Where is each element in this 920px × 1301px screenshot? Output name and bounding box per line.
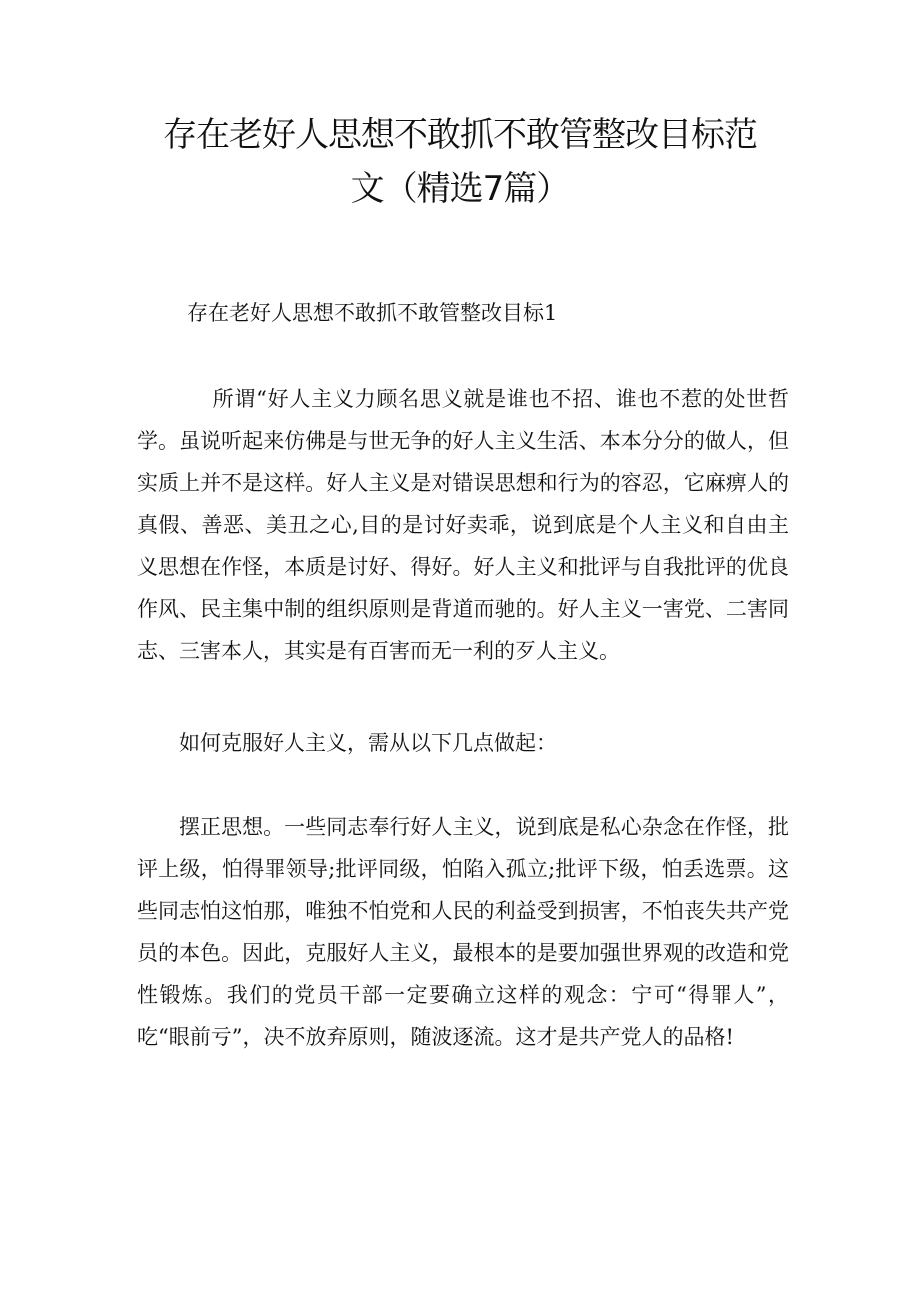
title-line-1: 存在老好人思想不敢抓不敢管整改目标范 [163, 115, 757, 155]
paragraph-2: 如何克服好人主义，需从以下几点做起： [179, 731, 557, 755]
title-line-2: 文（精选7篇） [350, 169, 570, 209]
paragraph-1: 所谓“好人主义力顾名思义就是谁也不招、谁也不惹的处世哲学。虽说听起来仿佛是与世无争的好人主义生活、本本分分的做人，但实质上并不是这样。好人主义是对错误思想和行为的容忍，它麻痹人的真假、善恶、美丑之心,目的是讨好卖乖，说到底是个人主义和自由主义思想在作怪，本质是讨好、得好。好人主义和批评与自我批评的优良作风、民主集中制的组织原则是背道而驰的。好人主义一害党、二害同志、三害本人，其实是有百害而无一利的歹人主义。 [137, 387, 789, 663]
paragraph-3: 摆正思想。一些同志奉行好人主义，说到底是私心杂念在作怪，批评上级，怕得罪领导;批评同级，怕陷入孤立;批评下级，怕丢选票。这些同志怕这怕那，唯独不怕党和人民的利益受到损害，不怕丧失共产党员的本色。因此，克服好人主义，最根本的是要加强世界观的改造和党性锻炼。我们的党员干部一定要确立这样的观念：宁可“得罪人”，吃“眼前亏”，决不放弃原则，随波逐流。这才是共产党人的品格! [137, 815, 789, 1049]
section-heading: 存在老好人思想不敢抓不敢管整改目标1 [187, 301, 558, 325]
document-title [120, 108, 800, 216]
